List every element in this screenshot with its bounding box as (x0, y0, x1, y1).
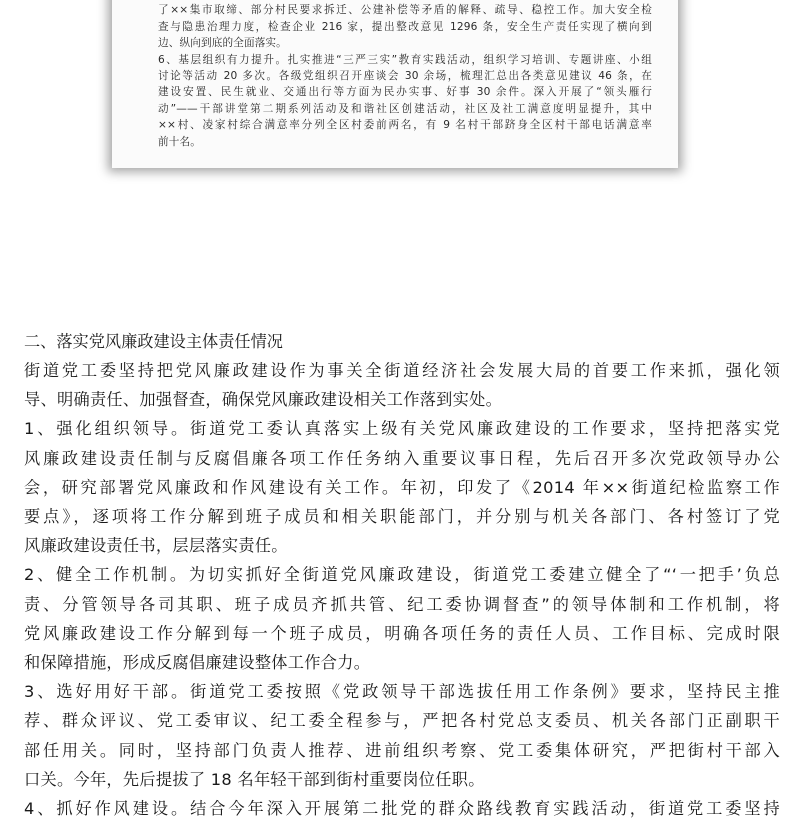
scan-line: 前十名。 (158, 135, 201, 148)
scan-line: ××村、凌家村综合满意率分列全区村委前两名，有 9 名村干部跻身全区村干部电话满意率 (158, 119, 652, 132)
paragraph-line: 会，研究部署党风廉政和作风建设有关工作。年初，印发了《2014 年××街道纪检监察工作 (24, 477, 780, 497)
paragraph-line: 口关。今年，先后提拔了 18 名年轻干部到街村重要岗位任职。 (24, 769, 485, 789)
scan-line: 建设安置、民生就业、交通出行等方面为民办实事、好事 30 余件。深入开展了“领头雁行 (158, 86, 652, 99)
paragraph-line: 要点》，逐项将工作分解到班子成员和相关职能部门，并分别与机关各部门、各村签订了党 (24, 507, 780, 527)
section-heading: 二、落实党风廉政建设主体责任情况 (24, 332, 283, 351)
paragraph-line: 党风廉政建设工作分解到每一个班子成员，明确各项任务的责任人员、工作目标、完成时限 (24, 623, 780, 643)
scan-line: 了××集市取缔、部分村民要求拆迁、公建补偿等矛盾的解释、疏导、稳控工作。加大安全检 (158, 4, 652, 17)
paragraph-line: 1、强化组织领导。街道党工委认真落实上级有关党风廉政建设的工作要求，坚持把落实党 (24, 419, 780, 439)
paragraph-line: 2、健全工作机制。为切实抓好全街道党风廉政建设，街道党工委建立健全了“‘一把手’负总 (24, 565, 780, 585)
paragraph-line: 4、抓好作风建设。结合今年深入开展第二批党的群众路线教育实践活动，街道党工委坚持 (24, 799, 780, 819)
paragraph-line: 风廉政建设责任制与反腐倡廉各项工作任务纳入重要议事日程，先后召开多次党政领导办公 (24, 448, 780, 468)
paragraph-line: 责、分管领导各司其职、班子成员齐抓共管、纪工委协调督查”的领导体制和工作机制，将 (24, 594, 780, 614)
scan-line: 动”——干部讲堂第二期系列活动及和谐社区创建活动，社区及社工满意度明显提升，其中 (158, 102, 652, 115)
scanned-page-text (158, 0, 652, 150)
paragraph-line: 街道党工委坚持把党风廉政建设作为事关全街道经济社会发展大局的首要工作来抓，强化领 (24, 361, 780, 380)
paragraph-line: 和保障措施，形成反腐倡廉建设整体工作合力。 (24, 653, 371, 673)
paragraph-line: 3、选好用好干部。街道党工委按照《党政领导干部选拔任用工作条例》要求，坚持民主推 (24, 682, 780, 702)
scan-line: 边、纵向到底的全面落实。 (158, 37, 287, 50)
paragraph-line: 风廉政建设责任书，层层落实责任。 (24, 536, 288, 556)
scanned-page-image (112, 0, 678, 168)
paragraph-line: 部任用关。同时，坚持部门负责人推荐、进前组织考察、党工委集体研究，严把街村干部入 (24, 740, 780, 760)
paragraph-line: 荐、群众评议、党工委审议、纪工委全程参与，严把各村党总支委员、机关各部门正副职干 (24, 711, 780, 731)
scan-line: 6、基层组织有力提升。扎实推进“三严三实”教育实践活动，组织学习培训、专题讲座、小组 (158, 53, 652, 66)
document-body (24, 328, 780, 823)
scan-line: 查与隐患治理力度，检查企业 216 家，提出整改意见 1296 条，安全生产责任实现了横向到 (158, 20, 652, 33)
paragraph-line: 导、明确责任、加强督查，确保党风廉政建设相关工作落到实处。 (24, 390, 503, 410)
scan-line: 讨论等活动 20 多次。各级党组织召开座谈会 30 余场，梳理汇总出各类意见建议 46 条，在 (158, 70, 652, 83)
